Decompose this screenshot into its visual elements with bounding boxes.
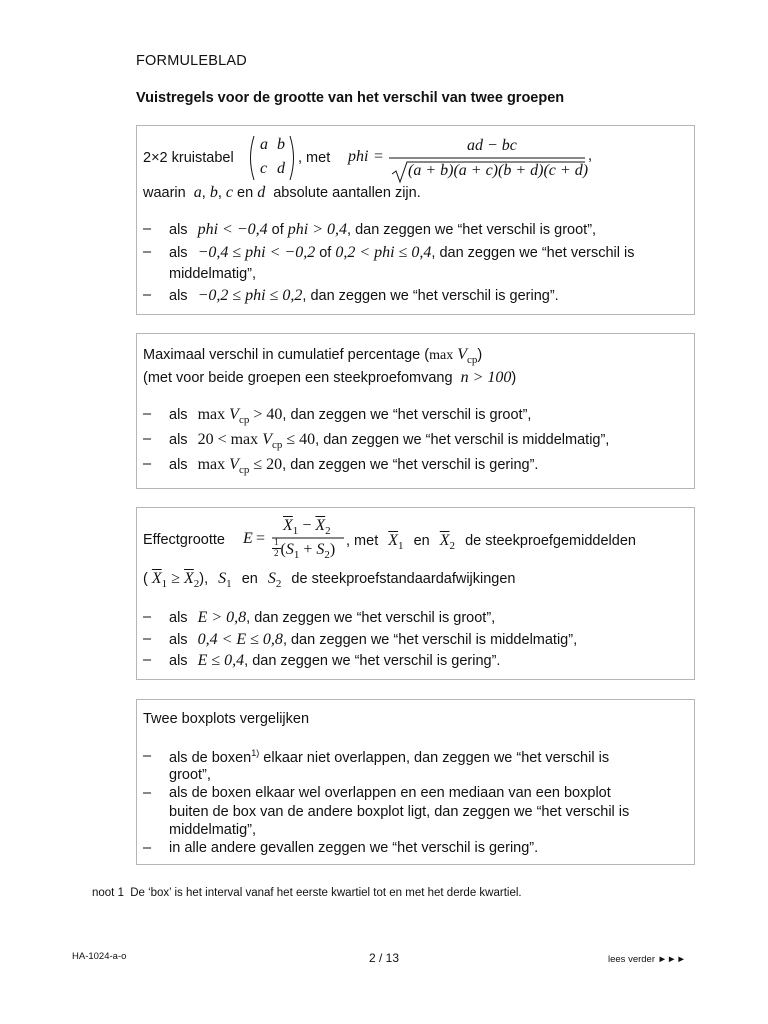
rule-als: als — [169, 610, 188, 626]
vcp-sample-line — [143, 369, 516, 387]
max-text: max — [429, 348, 454, 363]
where-text: waarin — [143, 185, 186, 201]
where-suffix: absolute aantallen zijn. — [273, 185, 421, 201]
ge: ≥ — [171, 570, 180, 587]
crosstab-label: 2×2 kruistabel — [143, 150, 234, 166]
rule-math: E ≤ 0,4 — [197, 652, 245, 669]
rule-math: 20 < max — [197, 431, 259, 448]
subscript: 2 — [275, 578, 282, 590]
rule-math: 0,4 < E ≤ 0,8 — [197, 631, 283, 648]
bullet-dash: – — [143, 244, 152, 260]
xbar-2: $\overline{X}$ — [184, 570, 194, 587]
v-symbol: V — [229, 456, 239, 473]
page-title: FORMULEBLAD — [136, 53, 247, 69]
cp-subscript: cp — [467, 354, 478, 366]
var-c: c — [225, 184, 233, 201]
footnote — [92, 887, 522, 899]
rule-conclusion: , dan zeggen we “het verschil is groot”, — [347, 222, 597, 238]
cp-subscript: cp — [271, 439, 283, 451]
phi-symbol: phi — [348, 148, 369, 165]
effect-size-box — [136, 507, 695, 680]
rule-conclusion: , dan zeggen we “het verschil is gering”. — [282, 457, 539, 473]
paren-open: ( — [280, 540, 286, 558]
rule-math: E > 0,8 — [197, 609, 247, 626]
vcp-rule-middelmatig — [169, 431, 609, 451]
e-symbol: E — [243, 530, 253, 547]
subscript: 1 — [293, 548, 300, 561]
boxplot-rule-middelmatig-cont2: middelmatig”, — [169, 822, 257, 838]
var-a: a — [193, 184, 202, 201]
bullet-dash: – — [143, 748, 152, 764]
rule-conclusion: , dan zeggen we “het verschil is — [431, 245, 635, 261]
v-symbol: V — [262, 431, 272, 448]
max-text: max — [197, 456, 226, 473]
paren-close: ), — [199, 571, 209, 587]
s-2: S — [267, 570, 276, 587]
matrix-c: c — [260, 160, 268, 177]
cp-subscript: cp — [238, 464, 250, 476]
v-symbol: V — [229, 406, 239, 423]
boxplot-rule-middelmatig-cont: buiten de box van de andere boxplot ligt, dan zeggen we “het verschil is — [169, 804, 630, 820]
phi-fraction — [389, 134, 589, 186]
phi-rule-box — [136, 125, 695, 315]
rule-math: > 40 — [253, 406, 283, 423]
means-text: de steekproefgemiddelden — [465, 533, 636, 549]
section-heading: Vuistregels voor de grootte van het verschil van twee groepen — [136, 90, 565, 106]
max-text: max — [197, 406, 226, 423]
bullet-dash: – — [143, 287, 152, 303]
paren-close: ) — [477, 347, 483, 363]
sd-text: de steekproefstandaardafwijkingen — [291, 571, 516, 587]
paren-close: ) — [511, 370, 517, 386]
matrix-brackets — [246, 134, 298, 182]
effect-rule-gering — [169, 652, 500, 670]
vcp-rule-gering — [169, 456, 538, 476]
subscript: 2 — [449, 540, 456, 552]
subscript: 2 — [324, 548, 330, 561]
effect-line2 — [143, 570, 516, 590]
rule-text: als de boxen — [169, 749, 252, 766]
en-text: en — [237, 185, 254, 201]
xbar-1: $\overline{X}$ — [151, 570, 162, 587]
paren-open: ( — [143, 571, 148, 587]
rule-math: 0,2 < phi ≤ 0,4 — [335, 244, 432, 261]
var-b: b — [209, 184, 218, 201]
rule-conclusion: , dan zeggen we “het verschil is middelmatig”, — [315, 432, 610, 448]
subscript: 2 — [325, 525, 331, 537]
bullet-dash: – — [143, 652, 152, 668]
e-equals: = — [256, 530, 266, 547]
subscript: 1 — [226, 578, 232, 590]
half-fraction — [272, 538, 281, 559]
s-1: S — [285, 540, 294, 558]
vcp-rule-groot — [169, 406, 531, 426]
matrix-a: a — [260, 136, 268, 153]
bullet-dash: – — [143, 631, 152, 647]
effect-size-label: Effectgrootte — [143, 532, 225, 548]
subscript: 2 — [193, 578, 200, 590]
phi-met-text: , met — [298, 150, 331, 166]
vcp-intro-text: Maximaal verschil in cumulatief percentage ( — [143, 347, 430, 363]
phi-denominator: (a + b)(a + c)(b + d)(c + d) — [408, 162, 589, 179]
document-code: HA-1024-a-o — [72, 951, 127, 962]
minus: − — [302, 517, 312, 534]
phi-formula-line — [143, 150, 234, 166]
bullet-dash: – — [143, 431, 152, 447]
rule-als: als — [169, 222, 188, 238]
vcp-rule-box — [136, 333, 695, 489]
phi-numerator: ad − bc — [467, 137, 517, 154]
rule-math: phi < −0,4 — [197, 221, 268, 238]
bullet-dash: – — [143, 456, 152, 472]
boxplot-rule-middelmatig: als de boxen elkaar wel overlappen en een mediaan van een boxplot — [169, 785, 611, 801]
bullet-dash: – — [143, 785, 152, 801]
half-den: 2 — [274, 547, 279, 558]
rule-conclusion: , dan zeggen we “het verschil is gering”. — [244, 653, 501, 669]
phi-rule-middelmatig-cont: middelmatig”, — [169, 266, 257, 282]
footnote-ref: 1) — [251, 748, 260, 758]
effect-denominator — [272, 538, 335, 561]
subscript: 1 — [398, 540, 404, 552]
bullet-dash: – — [143, 406, 152, 422]
rule-math: −0,2 ≤ phi ≤ 0,2 — [197, 287, 303, 304]
phi-rule-gering — [169, 287, 559, 305]
crosstab-matrix — [246, 134, 298, 182]
rule-math: phi > 0,4 — [287, 221, 348, 238]
sample-size-text: (met voor beide groepen een steekproefomvang — [143, 370, 453, 386]
rule-als: als — [169, 245, 188, 261]
rule-als: als — [169, 632, 188, 648]
paren-close: ) — [329, 540, 336, 558]
rule-conclusion: , dan zeggen we “het verschil is gering”. — [302, 288, 559, 304]
v-symbol: V — [457, 346, 468, 363]
rule-of: of — [319, 245, 332, 261]
matrix-d: d — [277, 160, 285, 177]
page-number: 2 / 13 — [369, 951, 400, 965]
en-text: en — [413, 533, 430, 549]
cp-subscript: cp — [238, 414, 250, 426]
rule-conclusion: , dan zeggen we “het verschil is groot”, — [246, 610, 496, 626]
s-1: S — [218, 570, 227, 587]
rule-math: −0,4 ≤ phi < −0,2 — [197, 244, 316, 261]
phi-equals: = — [374, 148, 384, 165]
effect-size-fraction — [270, 516, 346, 564]
rule-als: als — [169, 653, 188, 669]
rule-als: als — [169, 432, 188, 448]
en-text: en — [241, 571, 258, 587]
boxplot-rule-gering: in alle andere gevallen zeggen we “het verschil is gering”. — [169, 840, 539, 856]
effect-rule-groot — [169, 609, 495, 627]
rule-conclusion: , dan zeggen we “het verschil is groot”, — [282, 407, 532, 423]
rule-als: als — [169, 457, 188, 473]
boxplot-title: Twee boxplots vergelijken — [143, 711, 310, 727]
bullet-dash: – — [143, 221, 152, 237]
half-num: 1 — [274, 537, 279, 547]
phi-comma: , — [588, 148, 593, 164]
boxplot-rule-box — [136, 699, 695, 865]
bullet-dash: – — [143, 609, 152, 625]
sample-size-math: n > 100 — [460, 369, 512, 386]
footnote-label: noot 1 — [92, 887, 124, 899]
boxplot-rule-groot — [169, 748, 609, 766]
boxplot-rule-groot-cont: groot”, — [169, 767, 211, 783]
next-page-indicator: lees verder ►►► — [608, 954, 686, 965]
effect-met-line — [346, 532, 636, 552]
xbar-1: $\overline{X}$ — [283, 517, 293, 534]
bullet-dash: – — [143, 840, 152, 856]
vcp-intro-line — [143, 346, 482, 366]
s-2: S — [316, 540, 325, 558]
met-text: , met — [346, 533, 379, 549]
rule-als: als — [169, 288, 188, 304]
rule-math: ≤ 40 — [286, 431, 316, 448]
xbar-1: $\overline{X}$ — [388, 532, 399, 549]
phi-rule-groot — [169, 221, 596, 239]
var-d: d — [257, 184, 266, 201]
matrix-b: b — [277, 136, 285, 153]
plus: + — [303, 540, 313, 558]
phi-where-line: waarin a, b, c en d absolute aantallen zijn. — [143, 184, 421, 201]
subscript: 1 — [292, 525, 299, 537]
rule-text: elkaar niet overlappen, dan zeggen we “het verschil is — [259, 749, 610, 766]
rule-of: of — [271, 222, 284, 238]
phi-rule-middelmatig — [169, 244, 635, 262]
xbar-2: $\overline{X}$ — [315, 517, 326, 534]
xbar-2: $\overline{X}$ — [439, 532, 450, 549]
footnote-text: De ‘box’ is het interval vanaf het eerste kwartiel tot en met het derde kwartiel. — [130, 887, 522, 899]
rule-conclusion: , dan zeggen we “het verschil is middelmatig”, — [282, 632, 578, 648]
subscript: 1 — [161, 578, 168, 590]
rule-als: als — [169, 407, 188, 423]
rule-math: ≤ 20 — [253, 456, 283, 473]
effect-rule-middelmatig — [169, 631, 577, 649]
